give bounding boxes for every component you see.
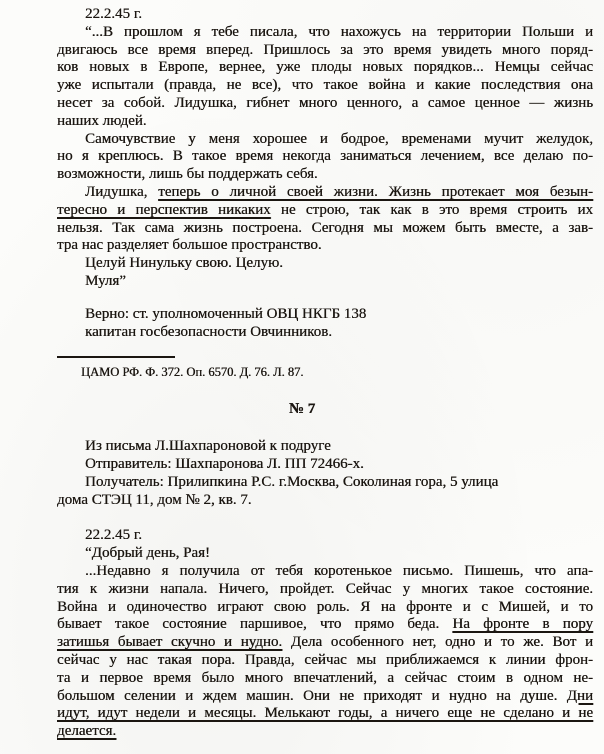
text-segment: Целуй Нинульку свою. Целую. bbox=[85, 255, 283, 272]
text-line bbox=[57, 77, 593, 95]
text-line bbox=[57, 184, 593, 202]
footnote-rule bbox=[57, 356, 175, 358]
text-segment: дома СТЭЦ 11, дом № 2, кв. 7. bbox=[57, 491, 252, 508]
text-segment: бывает такое состояние паршивое, что прямо беда. bbox=[57, 616, 453, 633]
document-number: № 7 bbox=[288, 401, 316, 418]
text-segment: большом селении и ждем машин. Они не приходят и нудно на душе. bbox=[57, 687, 567, 704]
text-segment: несет за собой. Лидушка, гибнет много ценного, а самое ценное — жизнь bbox=[57, 94, 593, 111]
text-segment: тия к жизни напала. Ничего, пройдет. Сейчас у многих такое состояние. bbox=[57, 580, 593, 597]
text-segment: та и первое время было много впечатлений, а сейчас стоим в одном не- bbox=[57, 669, 593, 686]
text-line bbox=[57, 273, 593, 291]
text-line bbox=[57, 688, 593, 706]
text-line bbox=[57, 131, 593, 149]
text-line bbox=[57, 634, 593, 652]
letter2-body bbox=[57, 527, 593, 741]
underlined-text: теперь о личной своей жизни. Жизнь протекает моя безын- bbox=[158, 183, 593, 200]
text-line bbox=[57, 166, 593, 184]
certification-block bbox=[57, 306, 593, 342]
text-line bbox=[57, 652, 593, 670]
text-line bbox=[57, 438, 593, 456]
underlined-text: делается. bbox=[57, 723, 117, 740]
text-segment: Получатель: Прилипкина Р.С. г.Москва, Соколиная гора, 5 улица bbox=[85, 473, 499, 490]
text-segment: “Добрый день, Рая! bbox=[85, 545, 210, 562]
text-line bbox=[57, 474, 593, 492]
text-line bbox=[57, 113, 593, 131]
text-line bbox=[57, 24, 593, 42]
footnote-text: ЦАМО РФ. Ф. 372. Оп. 6570. Д. 76. Л. 87. bbox=[81, 365, 304, 380]
text-segment: уже испытали (правда, не все), что такое война и какие последствия она bbox=[57, 77, 593, 94]
text-segment: наших людей. bbox=[57, 112, 147, 129]
text-line bbox=[57, 202, 593, 220]
text-segment: Лидушка, bbox=[85, 183, 159, 200]
underlined-text: Дни bbox=[566, 687, 593, 704]
text-line bbox=[57, 705, 593, 723]
underlined-text: идут, идут недели и месяцы. Мелькают годы, а ничего еще не сделано и не bbox=[57, 705, 593, 722]
text-segment: ков новых в Европе, вернее, уже плоды новых порядков... Немцы сейчас bbox=[57, 59, 593, 76]
text-line bbox=[57, 456, 593, 474]
text-segment: Дела особенного нет, одно и то же. Вот и bbox=[282, 634, 593, 651]
text-segment: но я креплюсь. В такое время некогда заниматься лечением, все делаю по- bbox=[57, 148, 593, 165]
text-segment: “...В прошлом я тебе писала, что нахожусь на территории Польши и bbox=[85, 23, 593, 40]
text-segment: Отправитель: Шахпаронова Л. ПП 72466-х. bbox=[85, 455, 364, 472]
text-line bbox=[57, 563, 593, 581]
text-segment: сейчас у нас такая пора. Правда, сейчас мы приближаемся к линии фрон- bbox=[57, 651, 593, 668]
text-line bbox=[57, 581, 593, 599]
text-line bbox=[57, 492, 593, 510]
text-segment: тра нас разделяет большое пространство. bbox=[57, 237, 322, 254]
text-line bbox=[57, 220, 593, 238]
text-line bbox=[57, 616, 593, 634]
text-segment: двигаюсь все время вперед. Пришлось за это время увидеть много поряд- bbox=[57, 41, 593, 58]
text-segment: 22.2.45 г. bbox=[85, 6, 142, 22]
text-line bbox=[57, 527, 593, 545]
text-line bbox=[57, 324, 593, 342]
underlined-text: На фронте в пору bbox=[452, 616, 593, 633]
text-line bbox=[57, 42, 593, 60]
text-segment: 22.2.45 г. bbox=[85, 527, 142, 544]
text-line bbox=[57, 6, 593, 24]
text-line bbox=[57, 545, 593, 563]
text-segment: Верно: ст. уполномоченный ОВЦ НКГБ 138 bbox=[85, 305, 367, 322]
text-line bbox=[57, 237, 593, 255]
text-segment: не строю, так как в это время строить их bbox=[270, 201, 594, 218]
text-line bbox=[57, 306, 593, 324]
letter1-body bbox=[57, 6, 593, 291]
text-segment: капитан госбезопасности Овчинников. bbox=[85, 323, 332, 340]
text-segment: возможности, лишь бы поддержать себя. bbox=[57, 166, 318, 183]
text-segment: ...Недавно я получила от тебя коротенькое письмо. Пишешь, что апа- bbox=[85, 562, 593, 579]
text-segment: Из письма Л.Шахпароновой к подруге bbox=[85, 438, 331, 455]
text-line bbox=[57, 599, 593, 617]
text-segment: Самочувствие у меня хорошее и бодрое, временами мучит желудок, bbox=[85, 130, 593, 147]
text-line bbox=[57, 255, 593, 273]
text-line bbox=[57, 59, 593, 77]
letter2-header bbox=[57, 438, 593, 509]
text-line bbox=[57, 670, 593, 688]
text-segment: Муля” bbox=[85, 272, 126, 289]
text-line bbox=[57, 723, 593, 741]
text-line bbox=[57, 148, 593, 166]
text-line bbox=[57, 95, 593, 113]
underlined-text: затишья бывает скучно и нудно. bbox=[57, 634, 283, 651]
underlined-text: тересно и перспектив никаких bbox=[57, 201, 271, 218]
text-segment: Война и одиночество играют свою роль. Я на фронте и с Мишей, и то bbox=[57, 598, 593, 615]
text-segment: нельзя. Так сама жизнь построена. Сегодня мы можем быть вместе, а зав- bbox=[57, 219, 593, 236]
